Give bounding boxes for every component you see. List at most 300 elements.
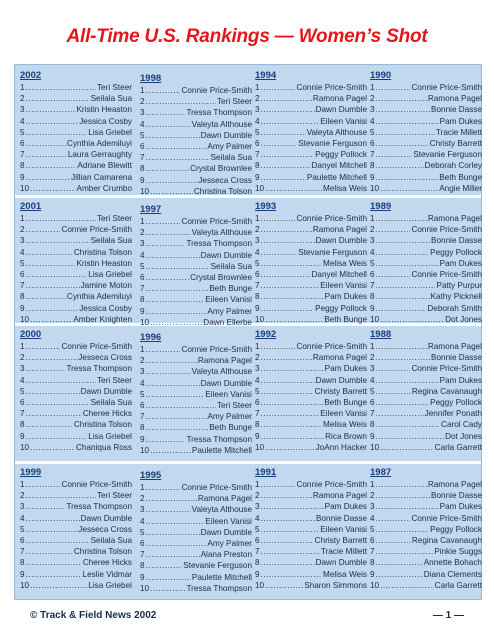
rank-number: 4 (140, 378, 145, 388)
ranking-entry (20, 149, 132, 160)
ranking-entry (255, 386, 367, 397)
ranking-entry (140, 130, 252, 141)
athlete-name: Ramona Pagel (312, 353, 367, 363)
leader-dots (376, 524, 430, 535)
rank-number: 9 (20, 569, 25, 579)
leader-dots (376, 431, 445, 442)
ranking-entry (20, 419, 132, 430)
athlete-name: Eileen Vanisi (205, 516, 252, 526)
leader-dots (146, 261, 210, 272)
leader-dots (261, 569, 322, 580)
rank-number: 9 (370, 569, 375, 579)
leader-dots (146, 119, 191, 130)
athlete-name: Seilala Sua (90, 397, 132, 407)
ranking-entry (255, 535, 367, 546)
athlete-name: Bonnie Dasse (316, 513, 367, 523)
leader-dots (376, 258, 439, 269)
leader-dots (261, 291, 324, 302)
year-block (20, 467, 132, 591)
rank-number: 7 (140, 153, 145, 163)
year-heading: 1994 (255, 70, 277, 81)
athlete-name: Connie Price-Smith (411, 364, 482, 374)
rank-number: 10 (255, 580, 265, 590)
leader-dots (376, 352, 430, 363)
leader-dots (261, 352, 312, 363)
leader-dots (26, 138, 66, 149)
athlete-name: Paulette Mitchell (191, 572, 252, 582)
year-block (140, 470, 252, 594)
ranking-entry (20, 479, 132, 490)
ranking-entry (140, 107, 252, 118)
ranking-entry (370, 524, 482, 535)
leader-dots (26, 490, 96, 501)
leader-dots (26, 352, 78, 363)
athlete-name: Connie Price-Smith (411, 225, 482, 235)
leader-dots (376, 535, 411, 546)
athlete-name: Dawn Dumble (200, 378, 252, 388)
athlete-name: Valeyta Althouse (191, 367, 252, 377)
ranking-entry (20, 375, 132, 386)
leader-dots (376, 363, 411, 374)
leader-dots (380, 580, 434, 591)
athlete-name: Ramona Pagel (312, 491, 367, 501)
athlete-name: Jessica Cosby (79, 303, 132, 313)
rank-number: 9 (255, 569, 260, 579)
ranking-entry (255, 93, 367, 104)
year-heading: 2001 (20, 201, 42, 212)
ranking-entry (255, 303, 367, 314)
athlete-name: Connie Price-Smith (181, 217, 252, 226)
ranking-entry (370, 280, 482, 291)
ranking-entry (20, 524, 132, 535)
leader-dots (261, 501, 324, 512)
rank-number: 10 (140, 583, 150, 593)
rank-number: 10 (20, 580, 30, 590)
leader-dots (376, 397, 430, 408)
athlete-name: Christina Tolson (193, 186, 252, 196)
leader-dots (261, 149, 315, 160)
rank-number: 1 (20, 214, 25, 223)
rank-number: 10 (255, 183, 265, 193)
leader-dots (30, 442, 75, 453)
leader-dots (26, 247, 73, 258)
leader-dots (261, 524, 320, 535)
athlete-name: Jesseca Cross (78, 353, 132, 363)
rank-number: 3 (370, 502, 375, 512)
ranking-entry (370, 213, 482, 224)
leader-dots (376, 419, 440, 430)
rank-number: 7 (370, 547, 375, 557)
athlete-name: Lisa Griebel (88, 580, 132, 590)
leader-dots (146, 504, 191, 515)
athlete-name: Jesseca Cross (198, 175, 252, 185)
leader-dots (26, 149, 67, 160)
athlete-name: Carla Garrett (434, 580, 482, 590)
leader-dots (146, 527, 200, 538)
leader-dots (376, 224, 411, 235)
leader-dots (146, 227, 191, 238)
athlete-name: Christy Barrett (314, 535, 367, 545)
leader-dots (376, 341, 427, 352)
leader-dots (146, 572, 191, 583)
athlete-name: Jennifer Ponath (424, 409, 482, 419)
ranking-entry (140, 527, 252, 538)
year-block (370, 467, 482, 591)
athlete-name: Connie Price-Smith (296, 480, 367, 489)
leader-dots (26, 569, 82, 580)
athlete-name: Valeyta Althouse (191, 505, 252, 515)
leader-dots (26, 386, 80, 397)
ranking-entry (370, 303, 482, 314)
leader-dots (261, 363, 324, 374)
ranking-entry (370, 314, 482, 325)
ranking-entry (255, 247, 367, 258)
leader-dots (376, 116, 439, 127)
ranking-entry (370, 479, 482, 490)
leader-dots (146, 389, 205, 400)
athlete-name: Valeyta Althouse (306, 127, 367, 137)
year-block (20, 201, 132, 325)
ranking-entry (140, 238, 252, 249)
ranking-entry (255, 431, 367, 442)
rank-number: 1 (370, 214, 375, 223)
rank-number: 9 (20, 172, 25, 182)
ranking-entry (255, 116, 367, 127)
leader-dots (26, 258, 76, 269)
athlete-name: Patty Purpur (436, 281, 482, 291)
athlete-name: Deborah Corley (424, 161, 482, 171)
leader-dots (26, 93, 90, 104)
ranking-entry (20, 442, 132, 453)
athlete-name: Ramona Pagel (312, 94, 367, 104)
leader-dots (376, 408, 424, 419)
ranking-entry (20, 183, 132, 194)
athlete-name: Cynthia Ademiluyi (66, 138, 132, 148)
athlete-name: Carol Cady (441, 420, 482, 430)
ranking-entry (370, 82, 482, 93)
athlete-name: Leslie Vidmar (82, 569, 132, 579)
rank-number: 8 (140, 561, 145, 571)
ranking-entry (20, 258, 132, 269)
leader-dots (261, 247, 298, 258)
athlete-name: Paulette Mitchell (306, 172, 367, 182)
athlete-name: Stevanie Ferguson (183, 561, 252, 571)
rank-number: 8 (20, 161, 25, 171)
leader-dots (150, 583, 185, 594)
leader-dots (146, 560, 183, 571)
athlete-name: Christina Tolson (73, 247, 132, 257)
leader-dots (376, 160, 424, 171)
athlete-name: Kathy Picknell (430, 292, 482, 302)
athlete-name: Ramona Pagel (197, 494, 252, 504)
athlete-name: Rica Brown (325, 431, 367, 441)
year-heading: 1988 (370, 329, 392, 340)
rank-number: 6 (140, 141, 145, 151)
ranking-entry (140, 317, 252, 328)
ranking-entry (140, 493, 252, 504)
leader-dots (376, 546, 434, 557)
leader-dots (146, 238, 186, 249)
athlete-name: Connie Price-Smith (181, 345, 252, 354)
ranking-entry (255, 258, 367, 269)
ranking-entry (20, 341, 132, 352)
rank-number: 2 (20, 94, 25, 104)
athlete-name: Crystal Brownlee (190, 272, 252, 282)
athlete-name: Ramona Pagel (427, 342, 482, 351)
rank-number: 4 (140, 516, 145, 526)
leader-dots (376, 138, 429, 149)
athlete-name: Angie Miller (439, 183, 482, 193)
ranking-entry (20, 408, 132, 419)
athlete-name: Dawn Ellerbe (203, 317, 252, 327)
ranking-entry (255, 149, 367, 160)
rank-number: 6 (255, 535, 260, 545)
rank-number: 8 (20, 420, 25, 430)
athlete-name: Sharon Simmons (304, 580, 367, 590)
rank-number: 1 (255, 214, 260, 223)
athlete-name: Carla Garrett (434, 442, 482, 452)
leader-dots (261, 172, 306, 183)
ranking-entry (370, 127, 482, 138)
year-heading: 1996 (140, 332, 162, 343)
leader-dots (26, 172, 70, 183)
leader-dots (26, 501, 66, 512)
ranking-entry (370, 160, 482, 171)
year-heading: 1997 (140, 204, 162, 215)
leader-dots (146, 400, 216, 411)
athlete-name: Melisa Weis (323, 569, 367, 579)
ranking-entry (140, 445, 252, 456)
rank-number: 7 (140, 284, 145, 294)
ranking-entry (140, 186, 252, 197)
athlete-name: Beth Bunge (324, 314, 367, 324)
leader-dots (261, 557, 315, 568)
ranking-entry (370, 341, 482, 352)
rank-number: 4 (370, 116, 375, 126)
leader-dots (26, 116, 79, 127)
leader-dots (376, 280, 436, 291)
rank-number: 7 (370, 150, 375, 160)
leader-dots (376, 291, 430, 302)
rank-number: 3 (255, 236, 260, 246)
ranking-entry (140, 119, 252, 130)
athlete-name: Teri Steer (96, 83, 132, 92)
rank-number: 7 (370, 409, 375, 419)
rank-number: 3 (140, 239, 145, 249)
ranking-entry (370, 104, 482, 115)
rank-number: 10 (370, 442, 380, 452)
ranking-entry (255, 224, 367, 235)
rank-number: 4 (20, 116, 25, 126)
athlete-name: Jillian Camarena (71, 172, 132, 182)
year-block (370, 201, 482, 325)
athlete-name: Bonnie Dasse (431, 236, 482, 246)
leader-dots (146, 130, 200, 141)
rank-number: 1 (140, 483, 145, 492)
rank-number: 9 (140, 434, 145, 444)
leader-dots (261, 160, 311, 171)
athlete-name: Christy Barrett (314, 386, 367, 396)
ranking-entry (20, 224, 132, 235)
athlete-name: Seilala Sua (210, 261, 252, 271)
leader-dots (30, 314, 72, 325)
ranking-entry (370, 546, 482, 557)
rank-number: 10 (370, 580, 380, 590)
athlete-name: Adriane Blewitt (77, 161, 132, 171)
leader-dots (26, 408, 82, 419)
leader-dots (26, 269, 88, 280)
rank-number: 6 (370, 138, 375, 148)
leader-dots (376, 386, 411, 397)
athlete-name: Chaniqua Ross (76, 442, 132, 452)
athlete-name: Bonnie Dasse (431, 105, 482, 115)
leader-dots (261, 138, 298, 149)
rank-number: 7 (255, 150, 260, 160)
leader-dots (261, 546, 320, 557)
year-block (255, 329, 367, 453)
ranking-entry (255, 291, 367, 302)
rank-number: 6 (255, 269, 260, 279)
athlete-name: Tracie Millett (435, 127, 482, 137)
athlete-name: Dawn Dumble (80, 513, 132, 523)
rank-number: 4 (20, 247, 25, 257)
rank-number: 5 (370, 258, 375, 268)
rank-number: 9 (370, 172, 375, 182)
leader-dots (376, 247, 430, 258)
ranking-entry (20, 557, 132, 568)
ranking-entry (255, 352, 367, 363)
athlete-name: Pam Dukes (324, 364, 367, 374)
ranking-entry (140, 85, 252, 96)
ranking-entry (255, 490, 367, 501)
leader-dots (261, 104, 315, 115)
rank-number: 3 (255, 364, 260, 374)
rank-number: 5 (140, 527, 145, 537)
leader-dots (146, 549, 200, 560)
ranking-entry (370, 408, 482, 419)
ranking-entry (255, 314, 367, 325)
athlete-name: Christina Tolson (73, 547, 132, 557)
rank-number: 2 (140, 97, 145, 107)
ranking-entry (20, 280, 132, 291)
athlete-name: Dawn Dumble (200, 250, 252, 260)
rank-number: 6 (20, 269, 25, 279)
athlete-name: Bonnie Dasse (431, 491, 482, 501)
ranking-entry (20, 314, 132, 325)
leader-dots (26, 557, 82, 568)
rank-number: 5 (255, 127, 260, 137)
rank-number: 1 (255, 342, 260, 351)
athlete-name: Eileen Vanisi (205, 295, 252, 305)
ranking-entry (20, 363, 132, 374)
leader-dots (261, 269, 311, 280)
ranking-entry (140, 272, 252, 283)
leader-dots (150, 317, 202, 328)
leader-dots (265, 314, 323, 325)
ranking-entry (20, 569, 132, 580)
ranking-entry (140, 572, 252, 583)
rank-number: 7 (370, 281, 375, 291)
leader-dots (26, 419, 73, 430)
rank-number: 6 (255, 397, 260, 407)
rank-number: 5 (255, 524, 260, 534)
ranking-entry (255, 524, 367, 535)
ranking-entry (140, 538, 252, 549)
leader-dots (146, 96, 216, 107)
rank-number: 2 (255, 491, 260, 501)
rank-number: 8 (255, 558, 260, 568)
year-block (140, 73, 252, 197)
athlete-name: Bonnie Dasse (431, 353, 482, 363)
rank-number: 1 (20, 342, 25, 351)
rank-number: 8 (140, 423, 145, 433)
rank-number: 5 (20, 524, 25, 534)
leader-dots (376, 172, 439, 183)
rank-number: 6 (255, 138, 260, 148)
ranking-entry (20, 431, 132, 442)
year-block (370, 329, 482, 453)
athlete-name: Cynthia Ademiluyi (66, 292, 132, 302)
leader-dots (26, 291, 66, 302)
ranking-entry (255, 269, 367, 280)
rank-number: 9 (140, 175, 145, 185)
year-block (255, 467, 367, 591)
athlete-name: Paulette Mitchell (191, 445, 252, 455)
rank-number: 2 (370, 353, 375, 363)
rank-number: 9 (255, 172, 260, 182)
ranking-entry (255, 501, 367, 512)
athlete-name: Connie Price-Smith (411, 83, 482, 92)
ranking-entry (20, 580, 132, 591)
athlete-name: Connie Price-Smith (181, 483, 252, 492)
rank-number: 1 (370, 480, 375, 489)
leader-dots (26, 479, 61, 490)
ranking-entry (140, 294, 252, 305)
athlete-name: Peggy Pollock (430, 247, 482, 257)
ranking-entry (20, 291, 132, 302)
leader-dots (26, 213, 96, 224)
ranking-entry (140, 141, 252, 152)
ranking-entry (370, 513, 482, 524)
leader-dots (376, 127, 435, 138)
rank-number: 10 (140, 445, 150, 455)
leader-dots (376, 149, 413, 160)
ranking-entry (20, 535, 132, 546)
row-separator (15, 461, 481, 464)
athlete-name: Dawn Dumble (80, 386, 132, 396)
ranking-entry (370, 258, 482, 269)
page-number: — 1 — (432, 610, 464, 621)
year-heading: 1991 (255, 467, 277, 478)
rank-number: 5 (20, 127, 25, 137)
athlete-name: Seilala Sua (90, 535, 132, 545)
leader-dots (376, 82, 411, 93)
ranking-entry (370, 442, 482, 453)
athlete-name: Jesseca Cross (78, 524, 132, 534)
leader-dots (146, 306, 207, 317)
ranking-entry (140, 378, 252, 389)
ranking-entry (255, 408, 367, 419)
leader-dots (146, 378, 200, 389)
athlete-name: Peggy Pollock (315, 150, 367, 160)
athlete-name: Peggy Pollock (430, 524, 482, 534)
year-block (255, 70, 367, 194)
ranking-entry (140, 261, 252, 272)
rank-number: 7 (20, 409, 25, 419)
ranking-entry (20, 490, 132, 501)
athlete-name: Stevanie Ferguson (298, 247, 367, 257)
rank-number: 4 (20, 375, 25, 385)
